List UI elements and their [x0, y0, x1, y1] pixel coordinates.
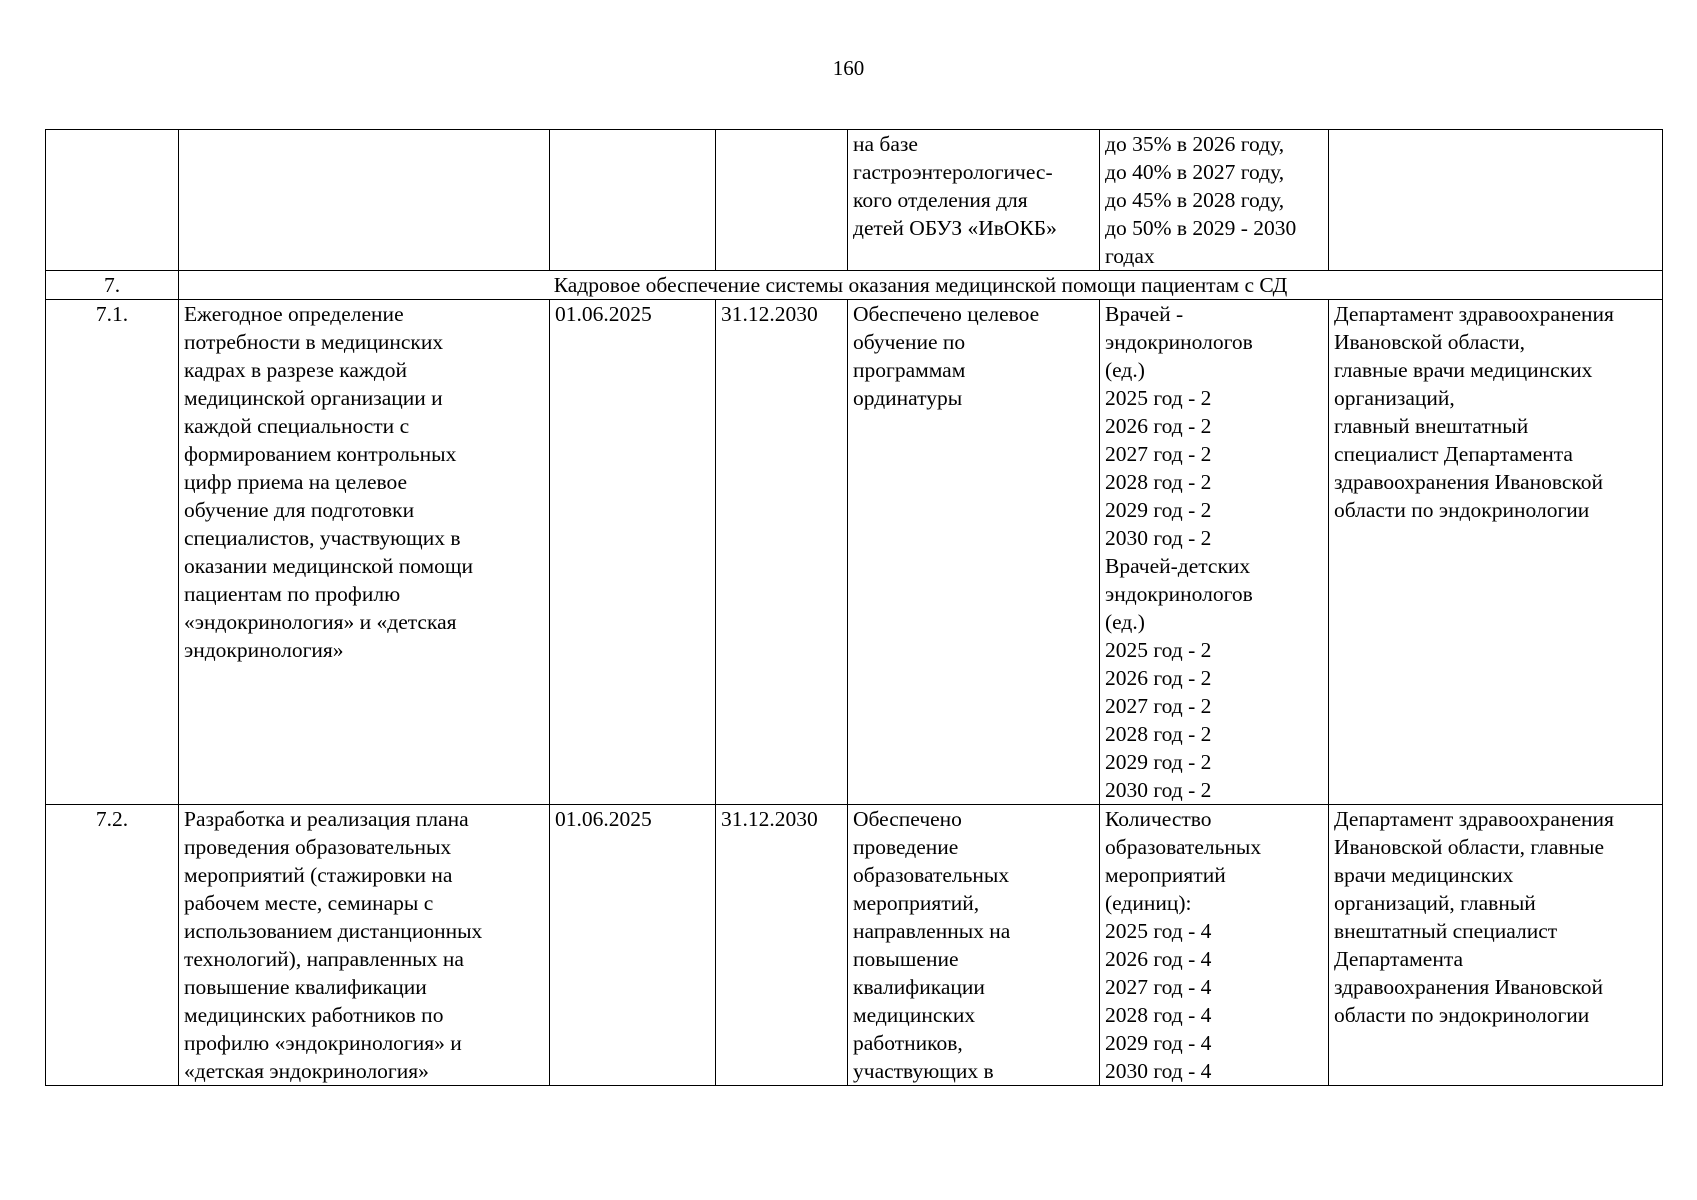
- cell-result: Обеспечено целевое обучение по программам ординатуры: [848, 300, 1100, 805]
- cell-num: [46, 130, 179, 271]
- cell-responsible: [1329, 130, 1663, 271]
- cell-num: 7.2.: [46, 805, 179, 1086]
- cell-indicator: до 35% в 2026 году, до 40% в 2027 году, до 45% в 2028 году, до 50% в 2029 - 2030 годах: [1100, 130, 1329, 271]
- table-row: [46, 300, 1663, 805]
- cell-start-date: 01.06.2025: [550, 805, 716, 1086]
- cell-activity: [179, 130, 550, 271]
- activities-table: [45, 129, 1663, 1086]
- cell-responsible: Департамент здравоохранения Ивановской области, главные врачи медицинских организаций, главный внештатный специалист Департамента здравоохранения Ивановской области по эндокринологии: [1329, 300, 1663, 805]
- cell-end-date: 31.12.2030: [716, 300, 848, 805]
- cell-activity: Ежегодное определение потребности в медицинских кадрах в разрезе каждой медицинской организации и каждой специальности с формированием контрольных цифр приема на целевое обучение для подготовки специалистов, участвующих в оказании медицинской помощи пациентам по профилю «эндокринология» и «детская эндокринология»: [179, 300, 550, 805]
- cell-activity: Разработка и реализация плана проведения образовательных мероприятий (стажировки на рабочем месте, семинары с использованием дистанционных технологий), направленных на повышение квалификации медицинских работников по профилю «эндокринология» и «детская эндокринология»: [179, 805, 550, 1086]
- continuation-row: [46, 130, 1663, 271]
- section-row: [46, 271, 1663, 300]
- section-title: Кадровое обеспечение системы оказания медицинской помощи пациентам с СД: [179, 271, 1663, 300]
- cell-indicator: Количество образовательных мероприятий (единиц): 2025 год - 4 2026 год - 4 2027 год - 4 2028 год - 4 2029 год - 4 2030 год - 4: [1100, 805, 1329, 1086]
- cell-start-date: [550, 130, 716, 271]
- section-num: 7.: [46, 271, 179, 300]
- cell-result: на базе гастроэнтерологичес- кого отделения для детей ОБУЗ «ИвОКБ»: [848, 130, 1100, 271]
- cell-start-date: 01.06.2025: [550, 300, 716, 805]
- cell-num: 7.1.: [46, 300, 179, 805]
- cell-result: Обеспечено проведение образовательных мероприятий, направленных на повышение квалификации медицинских работников, участвующих в: [848, 805, 1100, 1086]
- cell-indicator: Врачей - эндокринологов (ед.) 2025 год - 2 2026 год - 2 2027 год - 2 2028 год - 2 2029 год - 2 2030 год - 2 Врачей-детских эндокринологов (ед.) 2025 год - 2 2026 год - 2 2027 год - 2 2028 год - 2 2029 год - 2 2030 год - 2: [1100, 300, 1329, 805]
- cell-end-date: [716, 130, 848, 271]
- page-number: 160: [832, 56, 865, 80]
- cell-responsible: Департамент здравоохранения Ивановской области, главные врачи медицинских организаций, главный внештатный специалист Департамента здравоохранения Ивановской области по эндокринологии: [1329, 805, 1663, 1086]
- cell-end-date: 31.12.2030: [716, 805, 848, 1086]
- table-row: [46, 805, 1663, 1086]
